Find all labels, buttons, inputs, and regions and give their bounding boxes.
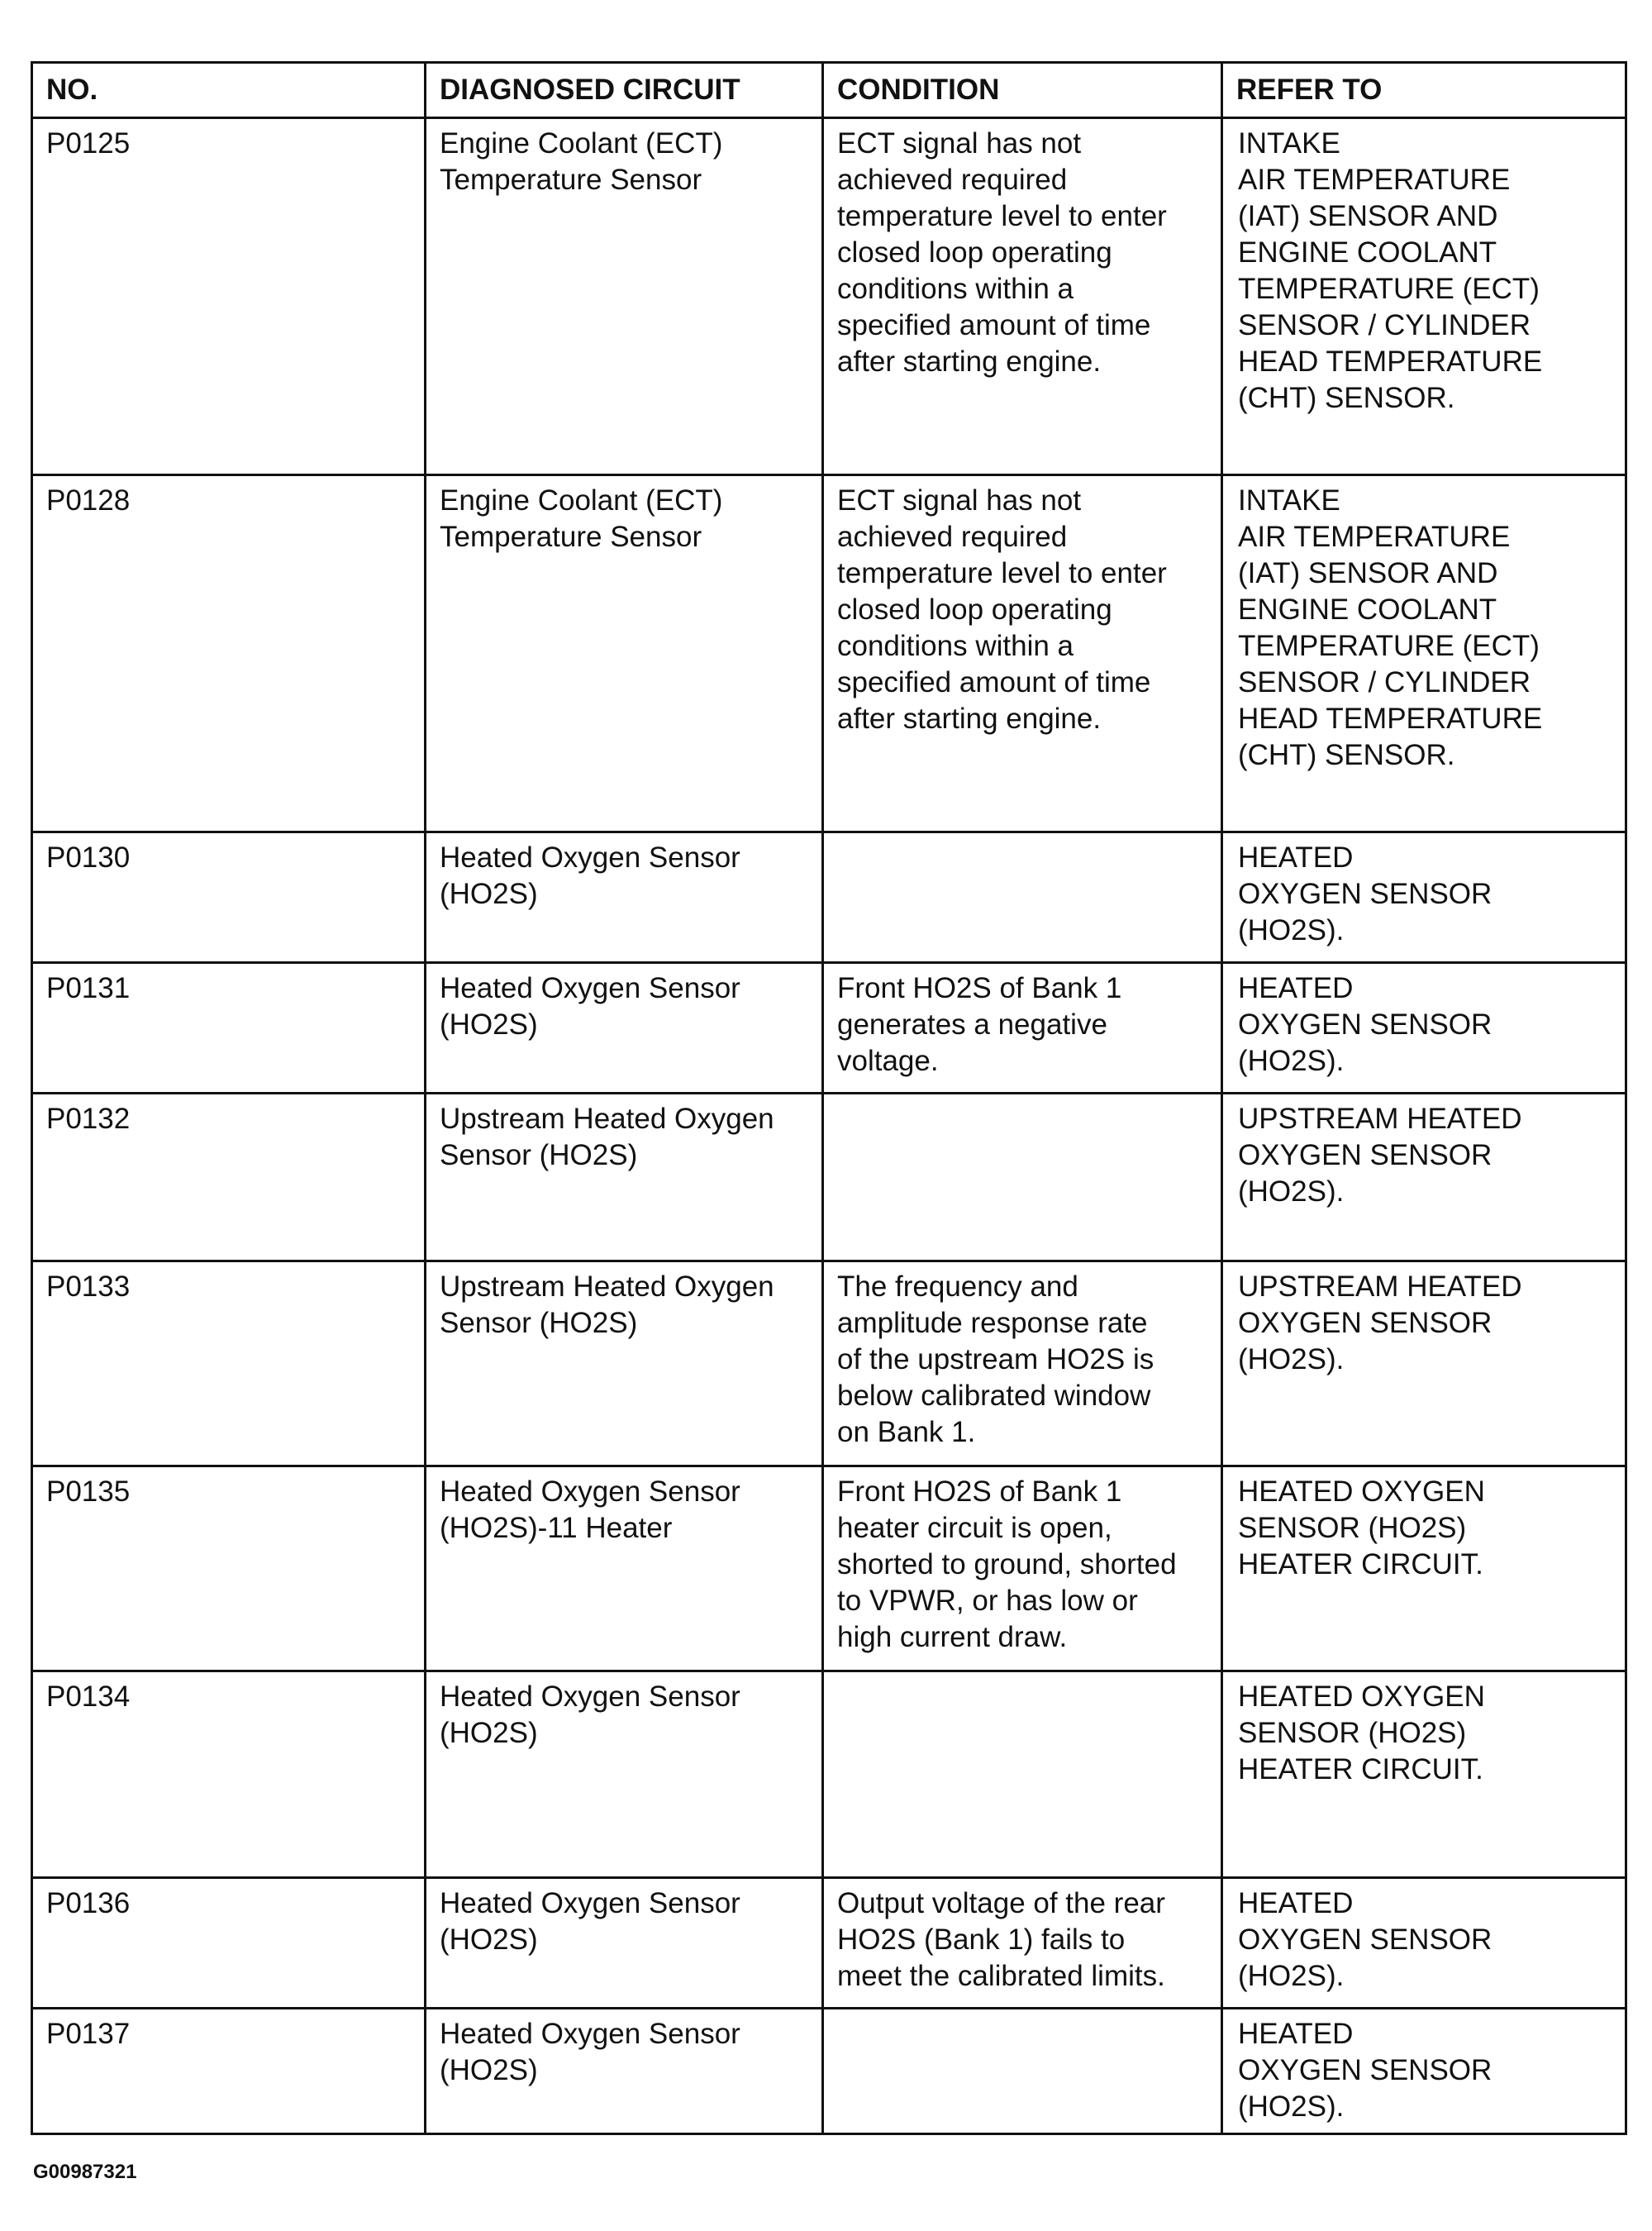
- cell-condition: [823, 2009, 1222, 2134]
- table-row: [32, 1466, 1626, 1671]
- cell-condition: Output voltage of the rear HO2S (Bank 1) fails to meet the calibrated limits.: [823, 1878, 1222, 2009]
- cell-circuit: Heated Oxygen Sensor (HO2S)-11 Heater: [426, 1466, 823, 1671]
- cell-circuit: Upstream Heated Oxygen Sensor (HO2S): [426, 1261, 823, 1466]
- table-row: [32, 1094, 1626, 1261]
- cell-circuit: Heated Oxygen Sensor (HO2S): [426, 1671, 823, 1878]
- table-row: [32, 2009, 1626, 2134]
- cell-no: P0136: [32, 1878, 426, 2009]
- cell-condition: Front HO2S of Bank 1 generates a negative voltage.: [823, 963, 1222, 1094]
- cell-refer: HEATED OXYGEN SENSOR (HO2S) HEATER CIRCUIT.: [1222, 1671, 1626, 1878]
- cell-refer: HEATED OXYGEN SENSOR (HO2S).: [1222, 1878, 1626, 2009]
- header-diagnosed-circuit: DIAGNOSED CIRCUIT: [426, 63, 823, 118]
- cell-condition: [823, 832, 1222, 963]
- cell-refer: UPSTREAM HEATED OXYGEN SENSOR (HO2S).: [1222, 1261, 1626, 1466]
- cell-circuit: Engine Coolant (ECT) Temperature Sensor: [426, 118, 823, 475]
- cell-circuit: Heated Oxygen Sensor (HO2S): [426, 963, 823, 1094]
- table-row: [32, 1878, 1626, 2009]
- table-row: [32, 832, 1626, 963]
- cell-no: P0132: [32, 1094, 426, 1261]
- cell-no: P0134: [32, 1671, 426, 1878]
- cell-circuit: Heated Oxygen Sensor (HO2S): [426, 832, 823, 963]
- figure-id: G00987321: [33, 2161, 137, 2183]
- cell-no: P0128: [32, 475, 426, 832]
- cell-no: P0137: [32, 2009, 426, 2134]
- cell-no: P0135: [32, 1466, 426, 1671]
- header-condition: CONDITION: [823, 63, 1222, 118]
- header-refer-to: REFER TO: [1222, 63, 1626, 118]
- cell-refer: HEATED OXYGEN SENSOR (HO2S).: [1222, 963, 1626, 1094]
- header-no: NO.: [32, 63, 426, 118]
- cell-condition: ECT signal has not achieved required temperature level to enter closed loop operating conditions within a specified amount of time after starting engine.: [823, 475, 1222, 832]
- cell-no: P0133: [32, 1261, 426, 1466]
- cell-circuit: Engine Coolant (ECT) Temperature Sensor: [426, 475, 823, 832]
- cell-no: P0125: [32, 118, 426, 475]
- header-row: [32, 63, 1626, 118]
- table-row: [32, 475, 1626, 832]
- table-row: [32, 118, 1626, 475]
- table-row: [32, 1261, 1626, 1466]
- cell-refer: INTAKE AIR TEMPERATURE (IAT) SENSOR AND ENGINE COOLANT TEMPERATURE (ECT) SENSOR / CYLINDER HEAD TEMPERATURE (CHT) SENSOR.: [1222, 475, 1626, 832]
- cell-condition: [823, 1671, 1222, 1878]
- cell-refer: INTAKE AIR TEMPERATURE (IAT) SENSOR AND ENGINE COOLANT TEMPERATURE (ECT) SENSOR / CYLINDER HEAD TEMPERATURE (CHT) SENSOR.: [1222, 118, 1626, 475]
- cell-no: P0130: [32, 832, 426, 963]
- table-row: [32, 1671, 1626, 1878]
- cell-condition: Front HO2S of Bank 1 heater circuit is open, shorted to ground, shorted to VPWR, or has low or high current draw.: [823, 1466, 1222, 1671]
- cell-refer: HEATED OXYGEN SENSOR (HO2S).: [1222, 832, 1626, 963]
- cell-condition: ECT signal has not achieved required temperature level to enter closed loop operating conditions within a specified amount of time after starting engine.: [823, 118, 1222, 475]
- cell-condition: The frequency and amplitude response rate of the upstream HO2S is below calibrated window on Bank 1.: [823, 1261, 1222, 1466]
- dtc-table: [31, 61, 1627, 2135]
- cell-circuit: Heated Oxygen Sensor (HO2S): [426, 1878, 823, 2009]
- cell-refer: UPSTREAM HEATED OXYGEN SENSOR (HO2S).: [1222, 1094, 1626, 1261]
- cell-circuit: Upstream Heated Oxygen Sensor (HO2S): [426, 1094, 823, 1261]
- cell-condition: [823, 1094, 1222, 1261]
- cell-circuit: Heated Oxygen Sensor (HO2S): [426, 2009, 823, 2134]
- cell-no: P0131: [32, 963, 426, 1094]
- table-row: [32, 963, 1626, 1094]
- cell-refer: HEATED OXYGEN SENSOR (HO2S) HEATER CIRCUIT.: [1222, 1466, 1626, 1671]
- cell-refer: HEATED OXYGEN SENSOR (HO2S).: [1222, 2009, 1626, 2134]
